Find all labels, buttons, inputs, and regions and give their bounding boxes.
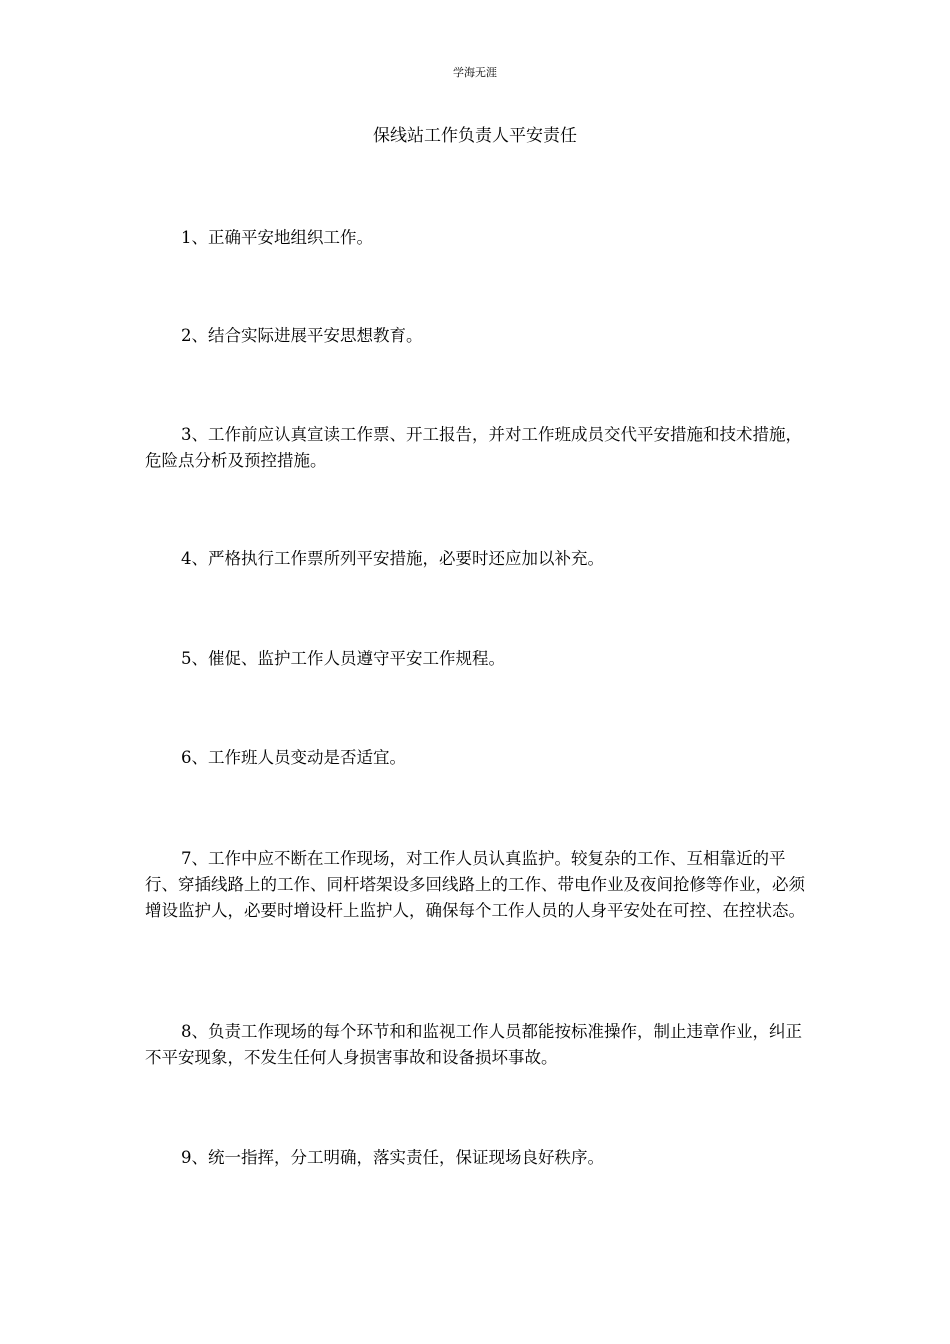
responsibility-item-6: 6、工作班人员变动是否适宜。 — [181, 748, 406, 767]
responsibility-item-2: 2、结合实际进展平安思想教育。 — [181, 326, 423, 345]
responsibility-item-3: 3、工作前应认真宣读工作票、开工报告，并对工作班成员交代平安措施和技术措施，危险点分析及预控措施。 — [145, 425, 802, 470]
responsibility-item-4: 4、严格执行工作票所列平安措施，必要时还应加以补充。 — [181, 549, 604, 568]
responsibility-item-1: 1、正确平安地组织工作。 — [181, 228, 373, 247]
responsibility-item-9: 9、统一指挥，分工明确，落实责任，保证现场良好秩序。 — [181, 1148, 604, 1167]
responsibility-item-5: 5、催促、监护工作人员遵守平安工作规程。 — [181, 649, 505, 668]
document-title: 保线站工作负责人平安责任 — [373, 126, 577, 146]
header-note: 学海无涯 — [453, 66, 497, 79]
responsibility-item-7: 7、工作中应不断在工作现场，对工作人员认真监护。较复杂的工作、互相靠近的平行、穿插线路上的工作、同杆塔架设多回线路上的工作、带电作业及夜间抢修等作业，必须增设监护人，必要时增设杆上监护人，确保每个工作人员的人身平安处在可控、在控状态。 — [145, 849, 805, 920]
responsibility-item-8: 8、负责工作现场的每个环节和和监视工作人员都能按标准操作，制止违章作业，纠正不平安现象，不发生任何人身损害事故和设备损坏事故。 — [145, 1022, 802, 1067]
